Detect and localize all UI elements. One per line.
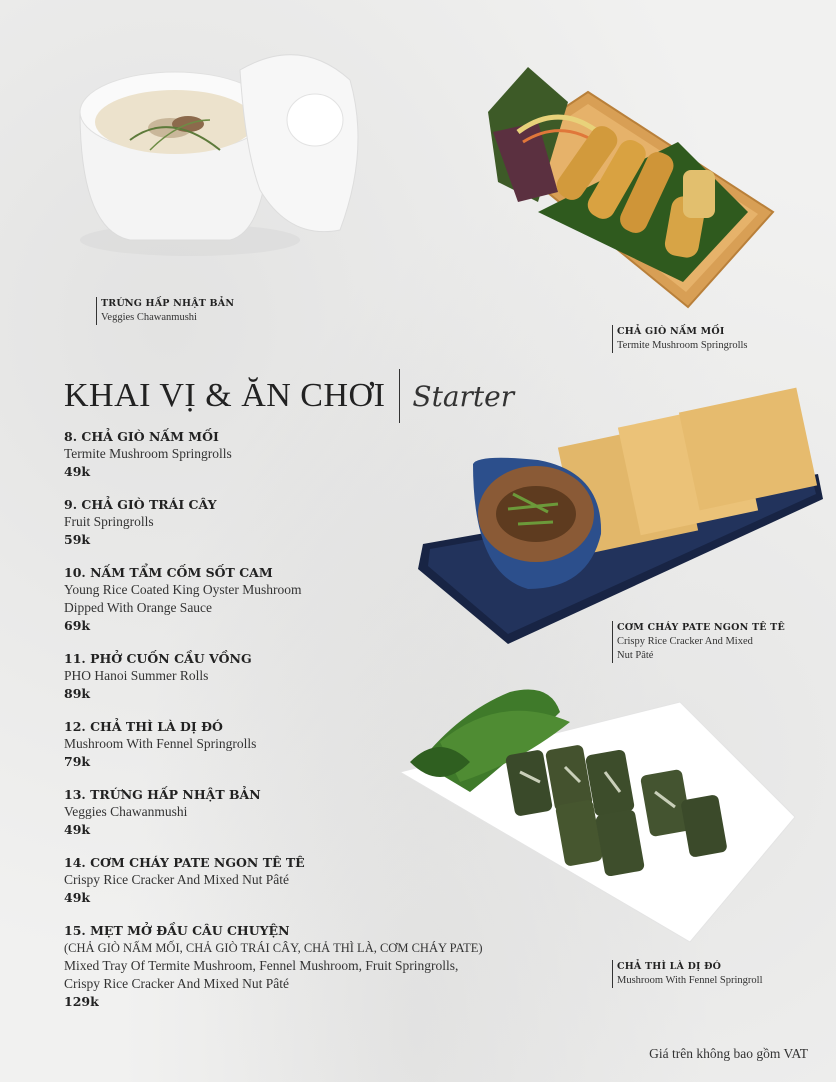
item-price: 59k: [64, 532, 91, 547]
item-description: Mushroom With Fennel Springrolls: [64, 736, 257, 751]
section-heading: [64, 368, 514, 424]
item-description: Crispy Rice Cracker And Mixed Nut Pâté: [64, 976, 289, 991]
item-price: 89k: [64, 686, 91, 701]
caption-vn: CHẢ GIÒ NẤM MỐI: [617, 326, 725, 337]
caption-en: Veggies Chawanmushi: [101, 312, 197, 323]
menu-item: [64, 854, 534, 906]
caption-vn: CƠM CHÁY PATE NGON TÊ TÊ: [617, 622, 785, 633]
rice-cracker-caption: [612, 621, 785, 663]
menu-item: [64, 650, 534, 702]
caption-en: Termite Mushroom Springrolls: [617, 340, 748, 351]
caption-vn: CHẢ THÌ LÀ DỊ ĐÓ: [617, 961, 722, 972]
item-name: 15. MẸT MỞ ĐẦU CÂU CHUYỆN: [64, 923, 290, 938]
item-description: Mixed Tray Of Termite Mushroom, Fennel Mushroom, Fruit Springrolls,: [64, 958, 459, 973]
chawanmushi-caption: [96, 297, 234, 325]
item-name: 13. TRỨNG HẤP NHẬT BẢN: [64, 787, 261, 802]
item-name: 11. PHỞ CUỐN CẦU VỒNG: [64, 651, 252, 666]
section-title-vn: KHAI VỊ & ĂN CHƠI: [64, 377, 386, 414]
item-price: 49k: [64, 890, 91, 905]
menu-item: [64, 718, 534, 770]
item-description: Fruit Springrolls: [64, 514, 154, 529]
item-description: Young Rice Coated King Oyster Mushroom: [64, 582, 302, 597]
caption-en: Crispy Rice Cracker And Mixed: [617, 636, 753, 647]
chawanmushi-photo: [70, 40, 370, 270]
item-price: 49k: [64, 464, 91, 479]
item-description: Veggies Chawanmushi: [64, 804, 188, 819]
item-price: 79k: [64, 754, 91, 769]
fennel-caption: [612, 960, 763, 988]
section-title-en: Starter: [412, 379, 515, 413]
item-price: 69k: [64, 618, 91, 633]
item-description: PHO Hanoi Summer Rolls: [64, 668, 209, 683]
caption-en: Mushroom With Fennel Springroll: [617, 975, 763, 986]
menu-item: [64, 496, 534, 548]
vat-note: Giá trên không bao gồm VAT: [649, 1046, 808, 1061]
menu-list: [64, 428, 534, 1026]
springrolls-caption: [612, 325, 748, 353]
item-description: Crispy Rice Cracker And Mixed Nut Pâté: [64, 872, 289, 887]
item-price: 49k: [64, 822, 91, 837]
item-name: 8. CHẢ GIÒ NẤM MỐI: [64, 429, 219, 444]
heading-divider: [399, 369, 400, 423]
item-description: Dipped With Orange Sauce: [64, 600, 213, 615]
item-name: 14. CƠM CHÁY PATE NGON TÊ TÊ: [64, 855, 305, 870]
springrolls-photo: [478, 62, 778, 312]
menu-item: [64, 922, 534, 1010]
item-note: (CHẢ GIÒ NẤM MỐI, CHẢ GIÒ TRÁI CÂY, CHẢ THÌ LÀ, CƠM CHÁY PATE): [64, 941, 483, 955]
item-description: Termite Mushroom Springrolls: [64, 446, 232, 461]
item-name: 10. NẤM TẨM CỐM SỐT CAM: [64, 565, 273, 580]
menu-item: [64, 564, 534, 634]
item-name: 12. CHẢ THÌ LÀ DỊ ĐÓ: [64, 719, 223, 734]
caption-en: Nut Pâté: [617, 650, 654, 661]
item-name: 9. CHẢ GIÒ TRÁI CÂY: [64, 497, 217, 512]
menu-item: [64, 428, 534, 480]
item-price: 129k: [64, 994, 99, 1009]
caption-vn: TRỨNG HẤP NHẬT BẢN: [101, 298, 235, 309]
menu-item: [64, 786, 534, 838]
